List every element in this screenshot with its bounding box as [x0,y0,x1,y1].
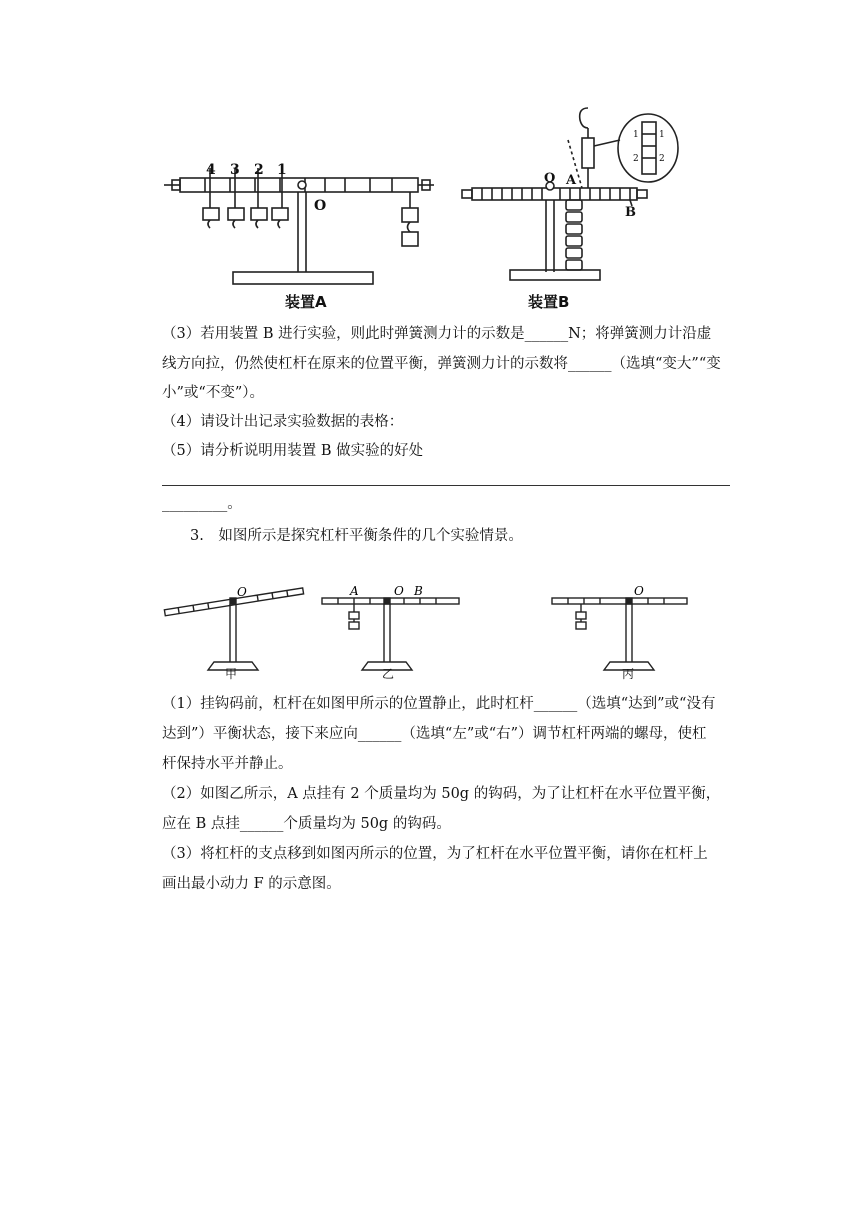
fig-bing [548,584,693,684]
device-b-scale-left-2: 2 [633,154,639,164]
device-b-pivot-label: O [544,171,556,186]
q3-part1-line1: （1）挂钩码前，杠杆在如图甲所示的位置静止，此时杠杆______（选填“达到”或“没有 [162,696,716,712]
device-a-point-1: 1 [277,162,287,178]
fig-yi-label-a: A [350,584,359,598]
device-b-point-b: B [625,205,636,220]
q2-part5: （5）请分析说明用装置 B 做实验的好处 [162,443,424,459]
q2-part4: （4）请设计出记录实验数据的表格： [162,414,404,430]
q3-part3-line1: （3）将杠杆的支点移到如图丙所示的位置，为了杠杆在水平位置平衡，请你在杠杆上 [162,846,708,862]
q3-part2-line2: 应在 B 点挂______个质量均为 50g 的钩码。 [162,816,451,832]
device-a-point-2: 2 [254,162,264,178]
q2-part3-line3: 小”或“不变”）。 [162,385,264,401]
fig-bing-pivot-label: O [634,584,644,598]
fig-yi-label-b: B [414,584,423,598]
fig-bing-lever [552,598,687,604]
answer-line [162,485,730,486]
device-b-figure [460,100,700,315]
q3-part2-line1: （2）如图乙所示，A 点挂有 2 个质量均为 50g 的钩码，为了让杠杆在水平位置平衡， [162,786,721,802]
device-b-weights [566,200,582,270]
fig-bing-caption: 丙 [622,667,635,681]
device-b-point-a: A [566,173,577,188]
device-b-lever-segments [482,188,630,200]
fig-yi-caption: 乙 [382,667,395,681]
q3-intro: 3. 如图所示是探究杠杆平衡条件的几个实验情景。 [190,528,523,544]
q3-part3-line2: 画出最小动力 F 的示意图。 [162,876,341,892]
device-b-scale-left-1: 1 [633,130,639,140]
fig-yi-label-o: O [394,584,404,598]
device-b-scale-magnifier [618,114,678,182]
q3-part1-line2: 达到”）平衡状态，接下来应向______（选填“左”或“右”）调节杠杆两端的螺母，使杠 [162,726,707,742]
fig-jia-caption: 甲 [225,667,238,681]
q2-part5-end: _________。 [162,496,242,512]
device-b-lever [472,188,637,200]
fig-yi-hook-weights [349,604,359,629]
fig-bing-hook-weights [576,604,586,629]
device-b-caption: 装置B [528,293,570,311]
device-b-scale-right-1: 1 [659,130,665,140]
device-a-weights-left [203,168,288,228]
device-a-point-4: 4 [206,162,216,178]
q3-part1-line3: 杆保持水平并静止。 [162,756,293,772]
fig-jia-pivot-label: O [237,585,247,599]
device-b-scale-right-2: 2 [659,154,665,164]
device-a-point-3: 3 [230,162,240,178]
q2-part3-line2: 线方向拉，仍然使杠杆在原来的位置平衡，弹簧测力计的示数将______（选填“变大”“变 [162,356,721,372]
device-a-weights-right [402,192,418,246]
device-a-caption: 装置A [285,293,327,311]
device-a-pivot-label: O [314,198,327,214]
q2-part3-line1: （3）若用装置 B 进行实验，则此时弹簧测力计的示数是______N；将弹簧测力计沿虚 [162,326,712,342]
